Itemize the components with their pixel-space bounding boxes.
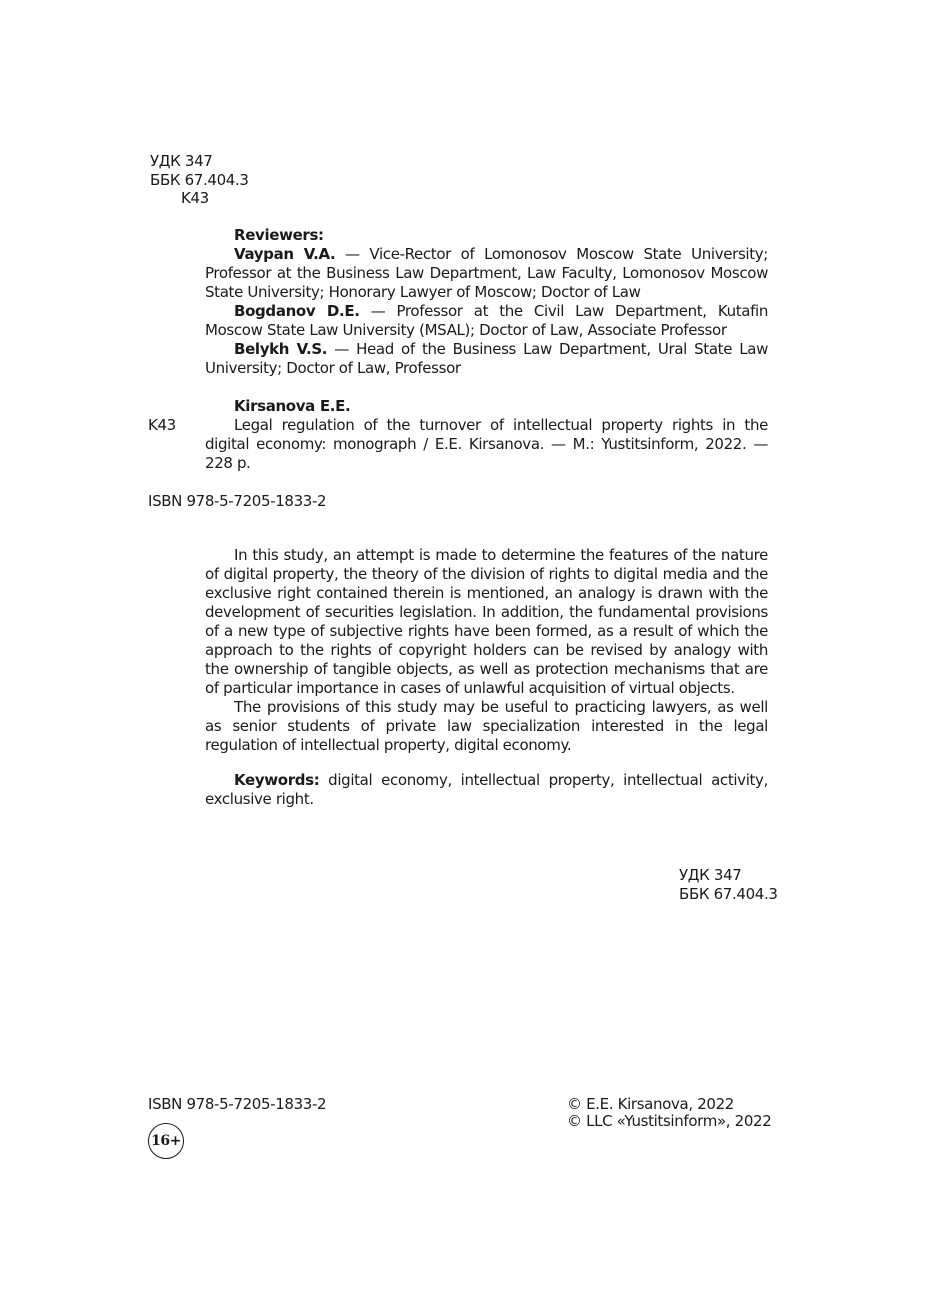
isbn: ISBN 978-5-7205-1833-2	[148, 492, 327, 510]
copyright-author: © E.E. Kirsanova, 2022	[567, 1095, 734, 1113]
udk-code: УДК 347	[150, 152, 213, 170]
bibliographic-record	[205, 397, 768, 473]
reviewer-entry	[205, 302, 768, 340]
bbk-code-footer: ББК 67.404.3	[679, 885, 778, 903]
reviewers-heading: Reviewers:	[234, 226, 324, 244]
age-rating-label: 16+	[151, 1132, 181, 1149]
reviewer-name: Vaypan V.A.	[234, 245, 336, 263]
keywords	[205, 771, 768, 809]
reviewer-entry	[205, 245, 768, 302]
book-citation: Legal regulation of the turnover of intellectual property rights in the digital economy: monograph / E.E. Kirsanova. — M.: Yustitsinform, 2022. — 228 p.	[205, 416, 768, 472]
age-rating-badge	[148, 1123, 184, 1159]
author-mark: K43	[181, 189, 209, 207]
udk-code-footer: УДК 347	[679, 866, 742, 884]
copyright-publisher: © LLC «Yustitsinform», 2022	[567, 1112, 772, 1130]
keywords-label: Keywords:	[234, 771, 320, 789]
margin-author-mark: K43	[148, 416, 176, 434]
reviewer-description: — Head of the Business Law Department, Ural State Law University; Doctor of Law, Professor	[205, 340, 768, 377]
reviewer-entry	[205, 340, 768, 378]
reviewer-description: — Vice-Rector of Lomonosov Moscow State University; Professor at the Business Law Department, Law Faculty, Lomonosov Moscow State University; Honorary Lawyer of Moscow; Doctor of Law	[205, 245, 768, 301]
abstract-paragraph: In this study, an attempt is made to determine the features of the nature of digital property, the theory of the division of rights to digital media and the exclusive right contained therein is mentioned, an analogy is drawn with the development of securities legislation. In addition, the fundamental provisions of a new type of subjective rights have been formed, as a result of which the approach to the rights of copyright holders can be revised by analogy with the ownership of tangible objects, as well as protection mechanisms that are of particular importance in cases of unlawful acquisition of virtual objects.	[205, 546, 768, 697]
isbn-footer: ISBN 978-5-7205-1833-2	[148, 1095, 327, 1113]
abstract-paragraph: The provisions of this study may be useful to practicing lawyers, as well as senior students of private law specialization interested in the legal regulation of intellectual property, digital economy.	[205, 698, 768, 754]
reviewer-name: Bogdanov D.E.	[234, 302, 360, 320]
book-author: Kirsanova E.E.	[234, 397, 351, 415]
reviewer-description: — Professor at the Civil Law Department, Kutafin Moscow State Law University (MSAL); Doctor of Law, Associate Professor	[205, 302, 768, 339]
keywords-text: digital economy, intellectual property, intellectual activity, exclusive right.	[205, 771, 768, 808]
reviewer-name: Belykh V.S.	[234, 340, 328, 358]
bbk-code: ББК 67.404.3	[150, 171, 249, 189]
reviewers-section	[205, 226, 768, 378]
abstract	[205, 546, 768, 755]
